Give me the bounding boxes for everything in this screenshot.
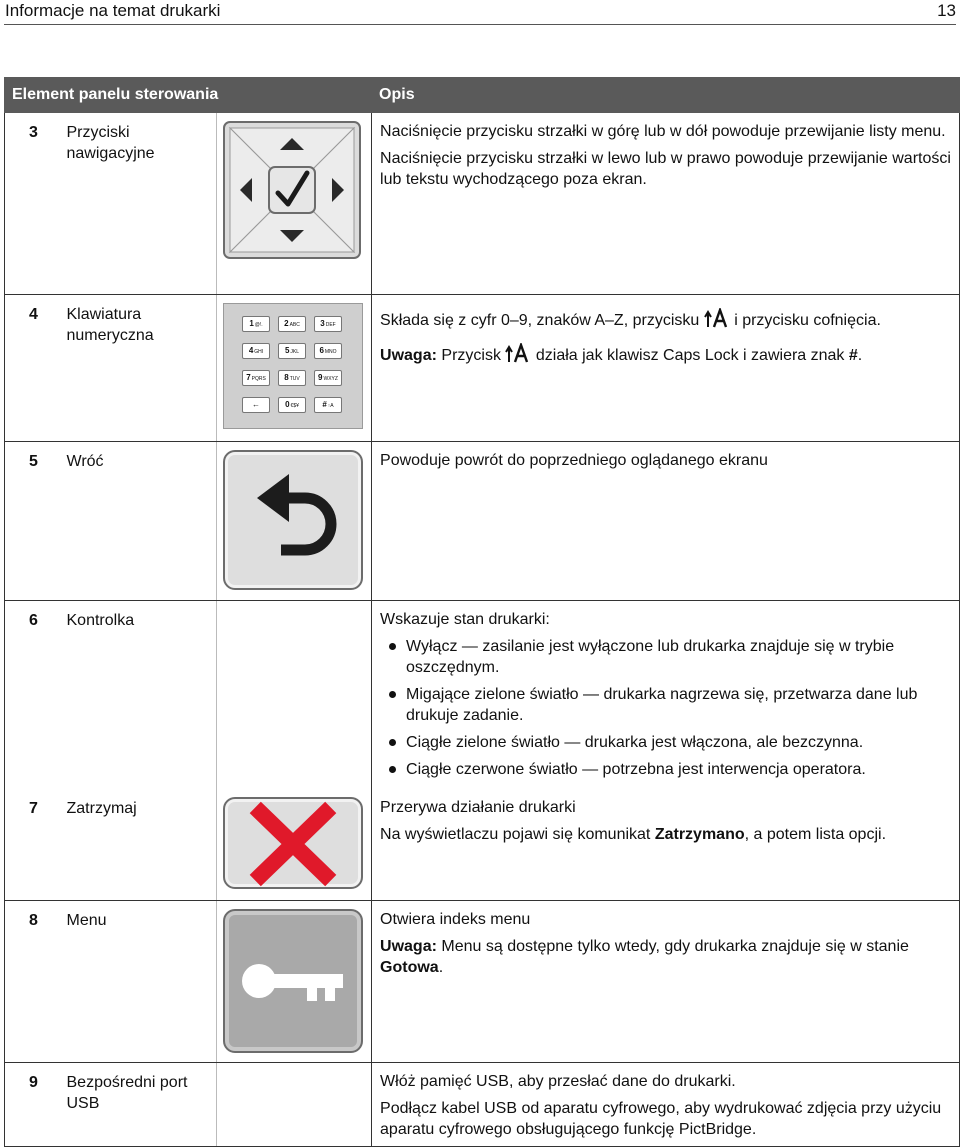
- keypad-key-letters: JKL: [290, 349, 300, 355]
- note-label: Uwaga:: [380, 938, 437, 955]
- status-light-list: [380, 636, 953, 780]
- table-row: [5, 789, 960, 901]
- keypad-key-letters: WXYZ: [323, 376, 338, 382]
- list-item: Ciągłe czerwone światło — potrzebna jest interwencja operatora.: [380, 759, 953, 780]
- stop-button-image: [223, 797, 363, 889]
- keypad-key: [278, 397, 306, 413]
- keypad-key-letters: €$¥: [290, 403, 299, 409]
- keypad-note: [380, 343, 953, 366]
- description-text: Otwiera indeks menu: [380, 911, 531, 928]
- key-icon: [225, 911, 361, 1051]
- table-header-row: [5, 78, 960, 113]
- row-number: 6: [29, 612, 38, 629]
- row-number: 8: [29, 912, 38, 929]
- keypad-key: [314, 343, 342, 359]
- keypad-key-digit: 7: [246, 373, 251, 382]
- keypad-key: [314, 316, 342, 332]
- keypad-key-letters: MNO: [324, 349, 337, 355]
- row-element-name: Menu: [66, 912, 107, 929]
- keypad-key-digit: 0: [285, 400, 290, 409]
- keypad-key-digit: 8: [284, 373, 289, 382]
- message-name: Zatrzymano: [654, 825, 745, 843]
- table-row: [5, 442, 960, 601]
- description-text-part: , a potem lista opcji.: [744, 825, 887, 843]
- keypad-key-letters: DEF: [325, 322, 336, 328]
- description-text: Podłącz kabel USB od aparatu cyfrowego, aby wydrukować zdjęcia przy użyciu aparatu cyfrowego obsługującego funkcję PictBridge.: [380, 1100, 942, 1138]
- row-element-name: Kontrolka: [66, 612, 135, 629]
- table-row: [5, 113, 960, 295]
- description-text: Naciśnięcie przycisku strzałki w górę lub w dół powoduje przewijanie listy menu.: [380, 123, 946, 140]
- table-row: [5, 1063, 960, 1147]
- navigation-buttons-image: [223, 121, 361, 259]
- page-header: [0, 0, 960, 24]
- note-text: Przycisk: [441, 347, 501, 364]
- list-item: Migające zielone światło — drukarka nagrzewa się, przetwarza dane lub drukuje zadanie.: [380, 684, 953, 726]
- keypad-key: [242, 343, 270, 359]
- keypad-key-letters: PQRS: [251, 376, 266, 382]
- note-end: .: [438, 959, 444, 976]
- table-row: [5, 601, 960, 789]
- description-text: Naciśnięcie przycisku strzałki w lewo lub w prawo powoduje przewijanie wartości lub tekstu wychodzącego poza ekran.: [380, 150, 951, 188]
- table-row: [5, 295, 960, 442]
- header-rule: [4, 24, 956, 25]
- description-text: Składa się z cyfr 0–9, znaków A–Z, przycisku: [380, 312, 700, 329]
- status-name: Gotowa: [380, 959, 439, 976]
- description-text: Wskazuje stan drukarki:: [380, 611, 550, 628]
- keypad-description: [380, 308, 953, 331]
- keypad-key-digit: #: [322, 400, 327, 409]
- back-arrow-icon: [225, 452, 361, 588]
- stop-x-icon: [225, 799, 361, 887]
- keypad-key: [242, 370, 270, 386]
- note-label: Uwaga:: [380, 347, 437, 364]
- note-text: działa jak klawisz Caps Lock i zawiera znak: [535, 347, 845, 364]
- keypad-key: [314, 397, 342, 413]
- row-element-name: Klawiatura numeryczna: [66, 306, 154, 344]
- row-element-name: Zatrzymaj: [66, 799, 137, 817]
- keypad-key: [278, 316, 306, 332]
- row-element-name: Przyciski nawigacyjne: [66, 124, 155, 162]
- page-number: 13: [937, 1, 956, 20]
- keypad-key-digit: 3: [320, 319, 325, 328]
- keypad-key-letters: @!.: [254, 322, 263, 328]
- table-row: [5, 901, 960, 1063]
- control-panel-table: [4, 77, 960, 1147]
- keypad-key-letters: ↑A: [327, 403, 334, 409]
- row-number: 3: [29, 124, 38, 141]
- column-header-description: Opis: [372, 78, 960, 113]
- keypad-key: [278, 343, 306, 359]
- column-header-element: Element panelu sterowania: [5, 78, 372, 113]
- back-button-image: [223, 450, 363, 590]
- shift-a-icon: [704, 308, 730, 328]
- row-number: 7: [29, 799, 38, 817]
- keypad-key-digit: 4: [248, 346, 254, 355]
- note-text: Menu są dostępne tylko wtedy, gdy drukarka znajduje się w stanie: [441, 938, 909, 955]
- note-end: .: [857, 347, 863, 364]
- keypad-key: [314, 370, 342, 386]
- keypad-key-digit: 6: [319, 346, 324, 355]
- keypad-key: [278, 370, 306, 386]
- row-number: 4: [29, 306, 38, 323]
- menu-note: [380, 936, 953, 978]
- keypad-key-letters: GHI: [254, 349, 264, 355]
- keypad-key-letters: ABC: [289, 322, 300, 328]
- list-item: Ciągłe zielone światło — drukarka jest włączona, ale bezczynna.: [380, 732, 953, 753]
- keypad-key-digit: 5: [284, 346, 290, 355]
- keypad-key-letters: TUV: [289, 376, 300, 382]
- numeric-keypad-image: [223, 303, 363, 429]
- description-text-part: Na wyświetlaczu pojawi się komunikat: [380, 825, 651, 843]
- row-number: 5: [29, 453, 38, 470]
- row-element-name: Bezpośredni port USB: [66, 1074, 188, 1112]
- keypad-key-digit: 9: [318, 373, 323, 382]
- row-number: 9: [29, 1074, 38, 1091]
- row-element-name: Wróć: [66, 453, 104, 470]
- description-text: i przycisku cofnięcia.: [734, 312, 881, 329]
- list-item: Wyłącz — zasilanie jest wyłączone lub drukarka znajduje się w trybie oszczędnym.: [380, 636, 953, 678]
- description-text: Powoduje powrót do poprzedniego oglądanego ekranu: [380, 452, 768, 469]
- description-text: Przerywa działanie drukarki: [380, 798, 576, 816]
- description-text: [380, 824, 953, 845]
- menu-button-image: [223, 909, 363, 1053]
- keypad-key-digit: ←: [252, 400, 260, 409]
- keypad-key: [242, 316, 270, 332]
- description-text: Włóż pamięć USB, aby przesłać dane do drukarki.: [380, 1073, 736, 1090]
- page-header-title: Informacje na temat drukarki: [5, 1, 221, 20]
- shift-a-icon: [505, 343, 531, 363]
- keypad-key: [242, 397, 270, 413]
- keypad-key-digit: 1: [249, 319, 254, 328]
- hash-symbol: #: [848, 347, 858, 364]
- keypad-key-digit: 2: [284, 319, 289, 328]
